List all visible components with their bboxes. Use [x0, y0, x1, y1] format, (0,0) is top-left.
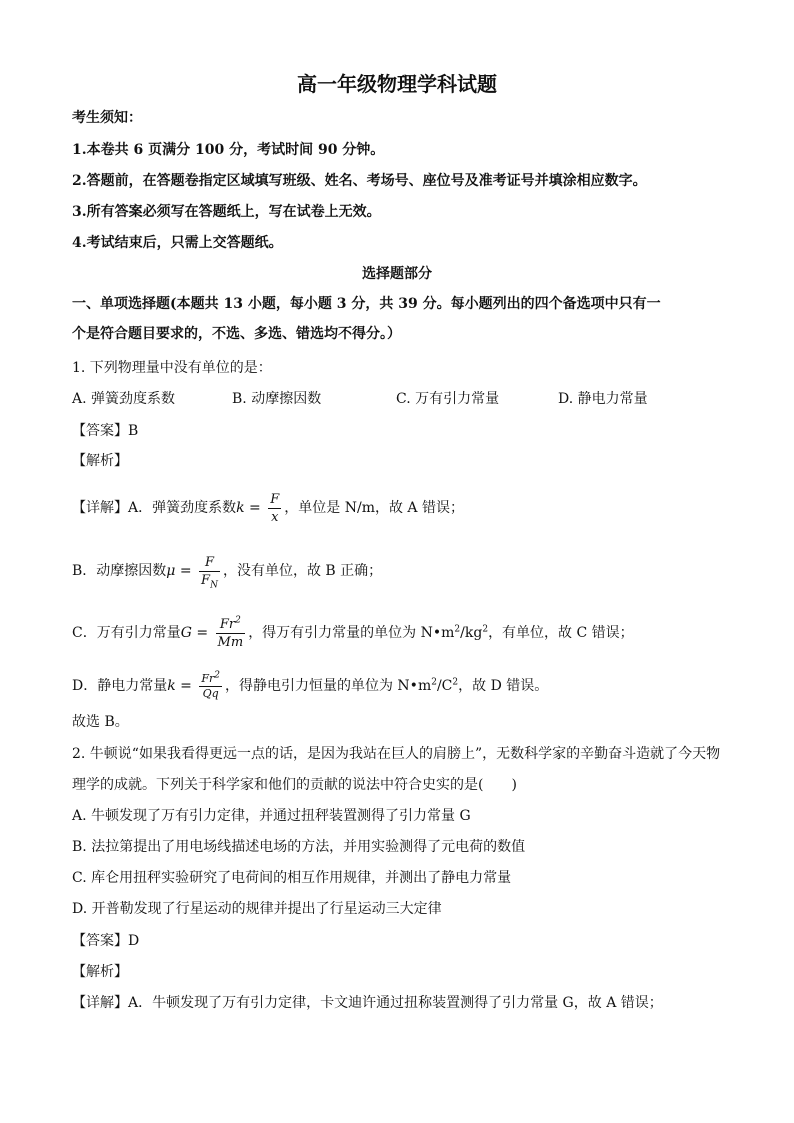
notice-item-3: 3.所有答案必须写在答题纸上，写在试卷上无效。	[72, 204, 381, 220]
q2-analysis-label: 【解析】	[72, 964, 128, 980]
detail-a-suffix: ，单位是 N/m，故 A 错误；	[284, 500, 464, 516]
detail-d-variable: k	[167, 678, 176, 694]
fraction-numerator: F	[199, 554, 220, 572]
fraction-denominator: Mm	[217, 634, 244, 650]
q1-option-d: D. 静电力常量	[558, 391, 648, 407]
notice-item-2: 2.答题前，在答题卷指定区域填写班级、姓名、考场号、座位号及准考证号并填涂相应数字。	[72, 173, 647, 189]
equals-sign: =	[175, 563, 197, 579]
detail-b-prefix: B．动摩擦因数	[72, 563, 167, 579]
q2-option-d: D. 开普勒发现了行星运动的规律并提出了行星运动三大定律	[72, 901, 442, 917]
equals-sign: =	[175, 678, 197, 694]
detail-c-suffix: ，得万有引力常量的单位为 $N•m^2/kg^2$，有单位，故 C 错误；	[248, 624, 634, 641]
detail-a-variable: k	[236, 500, 245, 516]
subscript-n: N	[210, 580, 218, 591]
fraction-numerator: Fr$^2$	[201, 669, 220, 685]
q2-option-a: A. 牛顿发现了万有引力定律，并通过扭秤装置测得了引力常量 G	[72, 808, 471, 824]
fraction-numerator: F	[270, 491, 280, 507]
q1-stem: 1. 下列物理量中没有单位的是：	[72, 360, 272, 376]
q1-detail-c	[72, 613, 634, 653]
detail-c-variable: G	[180, 625, 192, 641]
q1-option-a: A. 弹簧劲度系数	[72, 391, 176, 407]
notice-heading: 考生须知：	[72, 110, 142, 126]
fraction-denominator: Qq	[202, 686, 219, 700]
q2-stem-line-2: 理学的成就。下列关于科学家和他们的贡献的说法中符合史实的是( )	[72, 777, 517, 793]
notice-item-1: 1.本卷共 6 页满分 100 分，考试时间 90 分钟。	[72, 142, 385, 158]
detail-c-prefix: C．万有引力常量	[72, 625, 181, 641]
notice-item-4: 4.考试结束后，只需上交答题纸。	[72, 235, 283, 251]
part-one-line-1: 一、单项选择题(本题共 13 小题，每小题 3 分，共 39 分。每小题列出的四个备选项中只有一	[72, 296, 661, 312]
q1-answer: 【答案】B	[72, 423, 139, 439]
q1-detail-d	[72, 666, 548, 706]
detail-d-prefix: D．静电力常量	[72, 678, 168, 694]
fraction-denominator: x	[271, 509, 279, 525]
q1-conclusion: 故选 B。	[72, 714, 129, 730]
fraction-numerator: Fr$^2$	[216, 616, 246, 634]
q1-detail-b	[72, 551, 382, 591]
page-title: 高一年级物理学科试题	[297, 72, 497, 96]
q2-answer: 【答案】D	[72, 933, 140, 949]
fraction-f-over-fn	[199, 554, 220, 589]
q2-stem-line-1: 2. 牛顿说“如果我看得更远一点的话，是因为我站在巨人的肩膀上”，无数科学家的辛勤奋斗造就了今天物	[72, 746, 721, 762]
fraction-denominator: $F_N$	[201, 572, 218, 591]
q1-option-c: C. 万有引力常量	[396, 391, 500, 407]
detail-a-prefix: 【详解】A．弹簧劲度系数	[72, 500, 237, 516]
detail-b-variable: μ	[166, 563, 176, 579]
section-title: 选择题部分	[362, 266, 432, 282]
fraction-fr2-over-qq	[199, 669, 222, 701]
part-one-line-2: 个是符合题目要求的，不选、多选、错选均不得分。）	[72, 326, 401, 342]
equals-sign: =	[191, 625, 213, 641]
q1-option-b: B. 动摩擦因数	[232, 391, 322, 407]
detail-b-suffix: ，没有单位，故 B 正确；	[222, 563, 383, 579]
fraction-fr2-over-mm	[216, 616, 246, 651]
q1-detail-a	[72, 488, 464, 528]
fraction-f-over-x	[268, 491, 281, 526]
equals-sign: =	[244, 500, 266, 516]
q2-option-b: B. 法拉第提出了用电场线描述电场的方法，并用实验测得了元电荷的数值	[72, 839, 526, 855]
q2-detail: 【详解】A．牛顿发现了万有引力定律，卡文迪许通过扭称装置测得了引力常量 G，故 A 错误；	[72, 995, 663, 1011]
q2-option-c: C. 库仑用扭秤实验研究了电荷间的相互作用规律，并测出了静电力常量	[72, 870, 512, 886]
q1-analysis-label: 【解析】	[72, 453, 128, 469]
detail-d-suffix: ，得静电引力恒量的单位为 $N•m^2/C^2$，故 D 错误。	[224, 677, 549, 694]
